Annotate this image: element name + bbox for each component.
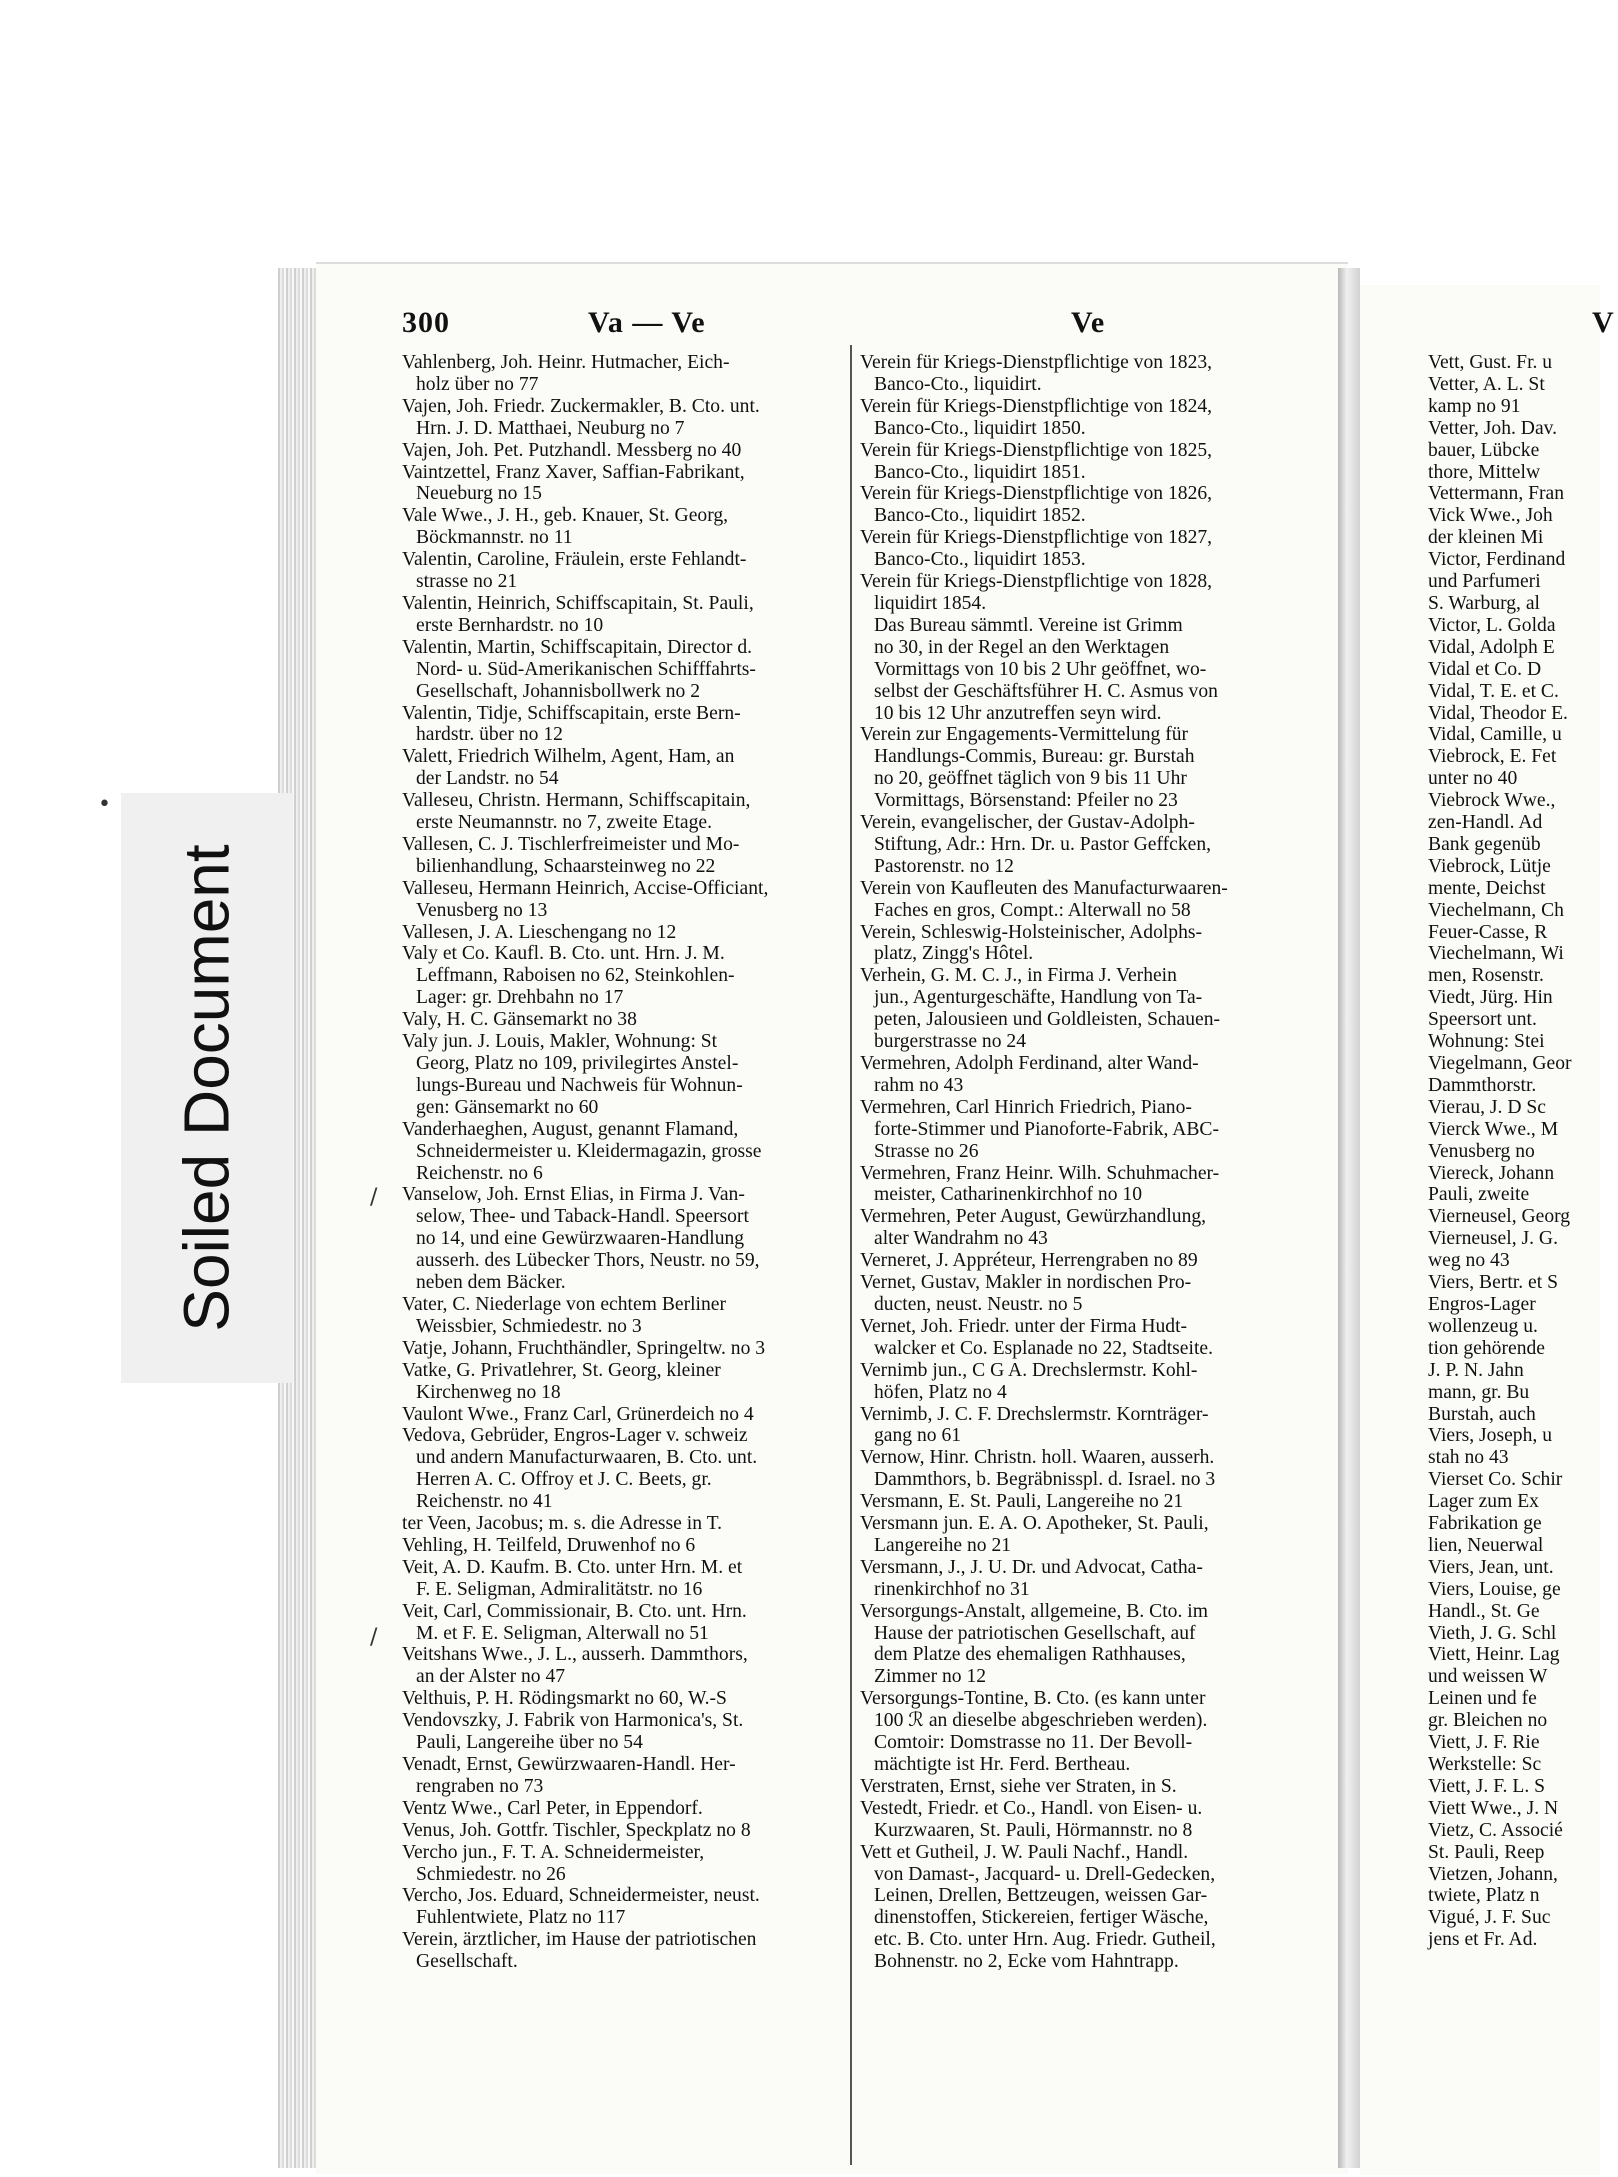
directory-line: Pastorenstr. no 12 — [874, 855, 1014, 877]
directory-line: gang no 61 — [874, 1425, 962, 1447]
directory-line: Fuhlentwiete, Platz no 117 — [416, 1907, 626, 1929]
directory-line: Vidal, Camille, u — [1428, 724, 1562, 746]
directory-line: Vernet, Gustav, Makler in nordischen Pro- — [860, 1272, 1192, 1294]
directory-line: walcker et Co. Esplanade no 22, Stadtseite. — [874, 1337, 1213, 1359]
directory-line: Valleseu, Hermann Heinrich, Accise-Officiant, — [402, 877, 769, 899]
directory-line: Verein von Kaufleuten des Manufacturwaaren- — [860, 877, 1228, 899]
directory-line: Vanselow, Joh. Ernst Elias, in Firma J. Van- — [402, 1184, 745, 1206]
speck-mark: • — [98, 792, 111, 817]
directory-line: Verein zur Engagements-Vermittelung für — [860, 724, 1189, 746]
directory-line: platz, Zingg's Hôtel. — [874, 943, 1034, 965]
directory-line: Viett Wwe., J. N — [1428, 1797, 1559, 1819]
directory-line: Vahlenberg, Joh. Heinr. Hutmacher, Eich- — [402, 352, 730, 373]
directory-line: Valy et Co. Kaufl. B. Cto. unt. Hrn. J. M. — [402, 943, 725, 965]
directory-line: Vierset Co. Schir — [1428, 1469, 1563, 1491]
directory-line: Veit, A. D. Kaufm. B. Cto. unter Hrn. M. et — [402, 1556, 743, 1578]
directory-line: Verein für Kriegs-Dienstpflichtige von 1826, — [860, 483, 1213, 505]
directory-line: Vidal, Theodor E. — [1428, 702, 1568, 724]
directory-line: Vajen, Joh. Friedr. Zuckermakler, B. Cto. unt. — [402, 395, 760, 417]
directory-line: forte-Stimmer und Pianoforte-Fabrik, ABC- — [874, 1118, 1220, 1140]
directory-line: Vale Wwe., J. H., geb. Knauer, St. Georg, — [402, 505, 729, 527]
directory-line: ter Veen, Jacobus; m. s. die Adresse in T. — [402, 1513, 722, 1535]
directory-line: Vigué, J. F. Suc — [1428, 1907, 1551, 1929]
directory-line: Banco-Cto., liquidirt 1852. — [874, 505, 1086, 527]
directory-line: Viedt, Jürg. Hin — [1428, 987, 1553, 1009]
directory-line: lien, Neuerwal — [1428, 1534, 1544, 1556]
book-gutter — [1338, 268, 1360, 2168]
directory-line: Dammthors, b. Begräbnisspl. d. Israel. no 3 — [874, 1469, 1216, 1491]
directory-line: rengraben no 73 — [416, 1775, 544, 1797]
directory-line: rinenkirchhof no 31 — [874, 1578, 1030, 1600]
directory-line: lungs-Bureau und Nachweis für Wohnun- — [416, 1074, 743, 1096]
directory-line: Verein für Kriegs-Dienstpflichtige von 1824, — [860, 395, 1213, 417]
directory-line: strasse no 21 — [416, 571, 518, 593]
directory-line: stah no 43 — [1428, 1447, 1509, 1469]
directory-line: Burstah, auch — [1428, 1403, 1536, 1425]
directory-line: Valy jun. J. Louis, Makler, Wohnung: St — [402, 1031, 718, 1053]
directory-line: Vallesen, J. A. Lieschengang no 12 — [402, 921, 677, 943]
directory-line: Vermehren, Peter August, Gewürzhandlung, — [860, 1206, 1207, 1228]
directory-line: Viers, Louise, ge — [1428, 1578, 1561, 1600]
directory-line: Hrn. J. D. Matthaei, Neuburg no 7 — [416, 417, 685, 439]
directory-line: Veit, Carl, Commissionair, B. Cto. unt. Hrn. — [402, 1600, 747, 1622]
directory-line: Vidal et Co. D — [1428, 658, 1542, 680]
directory-line: Vajen, Joh. Pet. Putzhandl. Messberg no 40 — [402, 439, 742, 461]
pencil-mark: / — [370, 1185, 378, 1210]
directory-line: zen-Handl. Ad — [1428, 812, 1543, 834]
directory-line: Versorgungs-Tontine, B. Cto. (es kann unter — [860, 1688, 1206, 1710]
directory-line: Vidal, Adolph E — [1428, 636, 1555, 658]
directory-line: gen: Gänsemarkt no 60 — [416, 1096, 599, 1118]
directory-line: erste Neumannstr. no 7, zweite Etage. — [416, 812, 712, 834]
directory-line: Valett, Friedrich Wilhelm, Agent, Ham, an — [402, 746, 735, 768]
directory-line: Langereihe no 21 — [874, 1534, 1012, 1556]
directory-line: Ventz Wwe., Carl Peter, in Eppendorf. — [402, 1797, 703, 1819]
directory-line: Viechelmann, Ch — [1428, 899, 1564, 921]
directory-line: Vernet, Joh. Friedr. unter der Firma Hudt- — [860, 1315, 1188, 1337]
directory-line: Schmiedestr. no 26 — [416, 1863, 566, 1885]
directory-line: Viebrock, E. Fet — [1428, 746, 1557, 768]
directory-line: jens et Fr. Ad. — [1428, 1929, 1538, 1951]
directory-line: Banco-Cto., liquidirt 1853. — [874, 549, 1086, 571]
directory-line: Viett, Heinr. Lag — [1428, 1644, 1560, 1666]
directory-line: Viett, J. F. Rie — [1428, 1732, 1540, 1754]
directory-line: wollenzeug u. — [1428, 1315, 1538, 1337]
directory-line: Vermehren, Adolph Ferdinand, alter Wand- — [860, 1053, 1199, 1074]
directory-line: Leinen, Drellen, Bettzeugen, weissen Gar- — [874, 1885, 1208, 1907]
directory-line: Vick Wwe., Joh — [1428, 505, 1553, 527]
directory-line: Vierau, J. D Sc — [1428, 1096, 1546, 1118]
directory-line: Verein für Kriegs-Dienstpflichtige von 1828, — [860, 571, 1213, 593]
directory-line: Bank gegenüb — [1428, 833, 1541, 855]
directory-line: an der Alster no 47 — [416, 1666, 566, 1688]
directory-line: Viebrock Wwe., — [1428, 790, 1556, 812]
directory-line: Vetter, Joh. Dav. — [1428, 417, 1558, 439]
directory-line: S. Warburg, al — [1428, 592, 1540, 614]
directory-line: J. P. N. Jahn — [1428, 1359, 1524, 1381]
directory-line: Verein, Schleswig-Holsteinischer, Adolphs- — [860, 921, 1203, 943]
directory-line: Verein für Kriegs-Dienstpflichtige von 1827, — [860, 527, 1213, 549]
directory-line: erste Bernhardstr. no 10 — [416, 614, 604, 636]
directory-line: Feuer-Casse, R — [1428, 921, 1548, 943]
directory-line: Vietzen, Johann, — [1428, 1863, 1558, 1885]
directory-line: Versmann jun. E. A. O. Apotheker, St. Pauli, — [860, 1513, 1209, 1535]
directory-line: Weissbier, Schmiedestr. no 3 — [416, 1315, 642, 1337]
directory-column-left — [402, 352, 842, 1973]
directory-line: Vetter, A. L. St — [1428, 373, 1545, 395]
directory-line: Handl., St. Ge — [1428, 1600, 1540, 1622]
directory-line: dem Platze des ehemaligen Rathhauses, — [874, 1644, 1186, 1666]
directory-line: liquidirt 1854. — [874, 592, 987, 614]
directory-line: Handlungs-Commis, Bureau: gr. Burstah — [874, 746, 1195, 768]
directory-line: Wohnung: Stei — [1428, 1031, 1545, 1053]
directory-line: F. E. Seligman, Admiralitätstr. no 16 — [416, 1578, 703, 1600]
directory-line: Reichenstr. no 6 — [416, 1162, 543, 1184]
directory-line: bilienhandlung, Schaarsteinweg no 22 — [416, 855, 716, 877]
directory-line: Vierneusel, Georg — [1428, 1206, 1571, 1228]
directory-line: Vaintzettel, Franz Xaver, Saffian-Fabrikant, — [402, 461, 745, 483]
directory-line: meister, Catharinenkirchhof no 10 — [874, 1184, 1143, 1206]
directory-line: Vernimb jun., C G A. Drechslermstr. Kohl- — [860, 1359, 1198, 1381]
directory-line: selbst der Geschäftsführer H. C. Asmus von — [874, 680, 1218, 702]
directory-line: Speersort unt. — [1428, 1009, 1537, 1031]
directory-line: Viers, Jean, unt. — [1428, 1556, 1554, 1578]
directory-line: twiete, Platz n — [1428, 1885, 1540, 1907]
directory-line: Vestedt, Friedr. et Co., Handl. von Eisen- u. — [860, 1797, 1203, 1819]
directory-line: Venadt, Ernst, Gewürzwaaren-Handl. Her- — [402, 1754, 736, 1775]
directory-line: Vettermann, Fran — [1428, 483, 1565, 505]
directory-line: Gesellschaft, Johannisbollwerk no 2 — [416, 680, 701, 702]
directory-line: gr. Bleichen no — [1428, 1710, 1548, 1732]
directory-line: und andern Manufacturwaaren, B. Cto. unt. — [416, 1447, 758, 1469]
directory-line: M. et F. E. Seligman, Alterwall no 51 — [416, 1622, 709, 1644]
directory-line: kamp no 91 — [1428, 395, 1521, 417]
directory-line: Vendovszky, J. Fabrik von Harmonica's, St. — [402, 1710, 744, 1732]
column-divider — [850, 345, 852, 2165]
directory-line: Verein, evangelischer, der Gustav-Adolph- — [860, 812, 1195, 834]
directory-line: selow, Thee- und Taback-Handl. Speersort — [416, 1206, 749, 1228]
directory-line: no 14, und eine Gewürzwaaren-Handlung — [416, 1228, 745, 1250]
directory-line: Vett et Gutheil, J. W. Pauli Nachf., Handl. — [860, 1841, 1189, 1863]
directory-line: Versmann, J., J. U. Dr. und Advocat, Catha- — [860, 1556, 1203, 1578]
directory-line: von Damast-, Jacquard- u. Drell-Gedecken, — [874, 1863, 1216, 1885]
directory-line: Neueburg no 15 — [416, 483, 542, 505]
directory-line: Faches en gros, Compt.: Alterwall no 58 — [874, 899, 1191, 921]
directory-line: Viett, J. F. L. S — [1428, 1775, 1546, 1797]
directory-line: neben dem Bäcker. — [416, 1272, 566, 1294]
directory-line: Werkstelle: Sc — [1428, 1754, 1542, 1775]
directory-line: Verein, ärztlicher, im Hause der patriotischen — [402, 1929, 757, 1951]
directory-line: Vernimb, J. C. F. Drechslermstr. Kornträger- — [860, 1403, 1209, 1425]
directory-line: Hause der patriotischen Gesellschaft, auf — [874, 1622, 1196, 1644]
directory-line: Kurzwaaren, St. Pauli, Hörmannstr. no 8 — [874, 1819, 1193, 1841]
directory-line: Vehling, H. Teilfeld, Druwenhof no 6 — [402, 1534, 696, 1556]
directory-line: hardstr. über no 12 — [416, 724, 563, 746]
directory-line: peten, Jalousieen und Goldleisten, Schauen- — [874, 1009, 1221, 1031]
directory-line: Vedova, Gebrüder, Engros-Lager v. schweiz — [402, 1425, 748, 1447]
directory-line: Stiftung, Adr.: Hrn. Dr. u. Pastor Geffcken, — [874, 833, 1212, 855]
directory-line: Viechelmann, Wi — [1428, 943, 1564, 965]
soiled-document-label — [121, 793, 293, 1383]
directory-line: Strasse no 26 — [874, 1140, 979, 1162]
directory-line: Venusberg no — [1428, 1140, 1535, 1162]
directory-line: Das Bureau sämmtl. Vereine ist Grimm — [874, 614, 1183, 636]
directory-line: Vermehren, Franz Heinr. Wilh. Schuhmacher- — [860, 1162, 1220, 1184]
directory-line: Nord- u. Süd-Amerikanischen Schifffahrts- — [416, 658, 756, 680]
directory-line: Kirchenweg no 18 — [416, 1381, 561, 1403]
directory-line: Herren A. C. Offroy et J. C. Beets, gr. — [416, 1469, 712, 1491]
directory-line: Vallesen, C. J. Tischlerfreimeister und Mo- — [402, 833, 740, 855]
directory-line: ausserh. des Lübecker Thors, Neustr. no 59, — [416, 1250, 760, 1272]
page-number: 300 — [402, 306, 450, 339]
directory-line: Pauli, Langereihe über no 54 — [416, 1732, 643, 1754]
directory-line: Vieth, J. G. Schl — [1428, 1622, 1557, 1644]
directory-line: Böckmannstr. no 11 — [416, 527, 573, 549]
directory-line: Victor, Ferdinand — [1428, 549, 1566, 571]
directory-line: Banco-Cto., liquidirt 1850. — [874, 417, 1086, 439]
directory-line: und weissen W — [1428, 1666, 1548, 1688]
directory-line: Leffmann, Raboisen no 62, Steinkohlen- — [416, 965, 735, 987]
directory-line: mächtigte ist Hr. Ferd. Bertheau. — [874, 1754, 1131, 1775]
directory-line: men, Rosenstr. — [1428, 965, 1544, 987]
directory-line: holz über no 77 — [416, 373, 539, 395]
directory-line: Venus, Joh. Gottfr. Tischler, Speckplatz no 8 — [402, 1819, 751, 1841]
directory-line: Valleseu, Christn. Hermann, Schiffscapitain, — [402, 790, 751, 812]
directory-line: Schneidermeister u. Kleidermagazin, grosse — [416, 1140, 762, 1162]
directory-line: Veitshans Wwe., J. L., ausserh. Dammthors, — [402, 1644, 748, 1666]
directory-line: Vercho, Jos. Eduard, Schneidermeister, neust. — [402, 1885, 760, 1907]
directory-line: 10 bis 12 Uhr anzutreffen seyn wird. — [874, 702, 1162, 724]
directory-line: Valy, H. C. Gänsemarkt no 38 — [402, 1009, 637, 1031]
directory-line: Viers, Bertr. et S — [1428, 1272, 1558, 1294]
pencil-mark: / — [370, 1625, 378, 1650]
directory-line: Viers, Joseph, u — [1428, 1425, 1552, 1447]
directory-line: Banco-Cto., liquidirt. — [874, 373, 1042, 395]
directory-line: burgerstrasse no 24 — [874, 1031, 1027, 1053]
directory-line: Viereck, Johann — [1428, 1162, 1555, 1184]
directory-line: Lager zum Ex — [1428, 1491, 1539, 1513]
directory-line: Valentin, Tidje, Schiffscapitain, erste Bern- — [402, 702, 741, 724]
directory-line: Pauli, zweite — [1428, 1184, 1530, 1206]
directory-line: der kleinen Mi — [1428, 527, 1544, 549]
page-header-right: V — [1592, 306, 1615, 339]
directory-line: Vierneusel, J. G. — [1428, 1228, 1558, 1250]
directory-line: Georg, Platz no 109, privilegirtes Anstel- — [416, 1053, 739, 1074]
directory-line: Gesellschaft. — [416, 1951, 518, 1973]
directory-line: 100 ℛ an dieselbe abgeschrieben werden). — [874, 1710, 1208, 1732]
directory-line: no 30, in der Regel an den Werktagen — [874, 636, 1170, 658]
directory-line: Leinen und fe — [1428, 1688, 1537, 1710]
directory-line: Verneret, J. Appréteur, Herrengraben no 89 — [860, 1250, 1198, 1272]
directory-line: Zimmer no 12 — [874, 1666, 987, 1688]
directory-line: jun., Agenturgeschäfte, Handlung von Ta- — [874, 987, 1203, 1009]
directory-line: Vett, Gust. Fr. u — [1428, 352, 1553, 373]
directory-line: Engros-Lager — [1428, 1293, 1536, 1315]
directory-line: Vaulont Wwe., Franz Carl, Grünerdeich no 4 — [402, 1403, 754, 1425]
directory-line: Comtoir: Domstrasse no 11. Der Bevoll- — [874, 1732, 1193, 1754]
directory-line: Vater, C. Niederlage von echtem Berliner — [402, 1293, 727, 1315]
directory-line: Viegelmann, Geor — [1428, 1053, 1572, 1074]
directory-line: Verhein, G. M. C. J., in Firma J. Verhein — [860, 965, 1177, 987]
directory-line: der Landstr. no 54 — [416, 768, 559, 790]
directory-line: Vanderhaeghen, August, genannt Flamand, — [402, 1118, 739, 1140]
directory-line: Valentin, Martin, Schiffscapitain, Director d. — [402, 636, 753, 658]
directory-line: Reichenstr. no 41 — [416, 1491, 553, 1513]
directory-line: thore, Mittelw — [1428, 461, 1541, 483]
directory-line: Valentin, Caroline, Fräulein, erste Fehlandt- — [402, 549, 747, 571]
page-header-left: Va — Ve — [588, 306, 706, 339]
directory-line: Vietz, C. Associé — [1428, 1819, 1563, 1841]
directory-line: unter no 40 — [1428, 768, 1518, 790]
directory-line: Venusberg no 13 — [416, 899, 548, 921]
directory-line: tion gehörende — [1428, 1337, 1545, 1359]
directory-column-middle — [860, 352, 1306, 1973]
directory-line: Vernow, Hinr. Christn. holl. Waaren, ausserh. — [860, 1447, 1215, 1469]
directory-line: Bohnenstr. no 2, Ecke vom Hahntrapp. — [874, 1951, 1179, 1973]
directory-line: Vatke, G. Privatlehrer, St. Georg, kleiner — [402, 1359, 721, 1381]
directory-line: und Parfumeri — [1428, 571, 1541, 593]
page-header-center: Ve — [1071, 306, 1106, 339]
directory-line: Versorgungs-Anstalt, allgemeine, B. Cto. im — [860, 1600, 1208, 1622]
directory-line: Vatje, Johann, Fruchthändler, Springeltw. no 3 — [402, 1337, 766, 1359]
directory-line: ducten, neust. Neustr. no 5 — [874, 1293, 1083, 1315]
directory-line: Vidal, T. E. et C. — [1428, 680, 1559, 702]
directory-line: Velthuis, P. H. Rödingsmarkt no 60, W.-S — [402, 1688, 727, 1710]
directory-line: Vierck Wwe., M — [1428, 1118, 1559, 1140]
directory-line: Fabrikation ge — [1428, 1513, 1542, 1535]
directory-line: St. Pauli, Reep — [1428, 1841, 1545, 1863]
directory-line: no 20, geöffnet täglich von 9 bis 11 Uhr — [874, 768, 1187, 790]
directory-line: weg no 43 — [1428, 1250, 1510, 1272]
directory-line: Lager: gr. Drehbahn no 17 — [416, 987, 624, 1009]
soiled-document-text: Soiled Document — [171, 844, 243, 1332]
directory-line: Viebrock, Lütje — [1428, 855, 1551, 877]
directory-column-right — [1428, 352, 1618, 1951]
directory-line: höfen, Platz no 4 — [874, 1381, 1007, 1403]
directory-line: Vercho jun., F. T. A. Schneidermeister, — [402, 1841, 705, 1863]
directory-line: rahm no 43 — [874, 1074, 964, 1096]
directory-line: Valentin, Heinrich, Schiffscapitain, St. Pauli, — [402, 592, 754, 614]
directory-line: mann, gr. Bu — [1428, 1381, 1530, 1403]
directory-line: Vormittags von 10 bis 2 Uhr geöffnet, wo- — [874, 658, 1207, 680]
directory-line: Versmann, E. St. Pauli, Langereihe no 21 — [860, 1491, 1184, 1513]
directory-line: Vermehren, Carl Hinrich Friedrich, Piano- — [860, 1096, 1192, 1118]
directory-line: Banco-Cto., liquidirt 1851. — [874, 461, 1086, 483]
directory-line: alter Wandrahm no 43 — [874, 1228, 1048, 1250]
directory-line: Verein für Kriegs-Dienstpflichtige von 1825, — [860, 439, 1213, 461]
directory-line: Victor, L. Golda — [1428, 614, 1556, 636]
directory-line: dinenstoffen, Stickereien, fertiger Wäsche, — [874, 1907, 1209, 1929]
directory-line: Dammthorstr. — [1428, 1074, 1537, 1096]
directory-line: bauer, Lübcke — [1428, 439, 1540, 461]
directory-line: mente, Deichst — [1428, 877, 1546, 899]
directory-line: etc. B. Cto. unter Hrn. Aug. Friedr. Gutheil, — [874, 1929, 1216, 1951]
directory-line: Verstraten, Ernst, siehe ver Straten, in S. — [860, 1775, 1177, 1797]
directory-line: Vormittags, Börsenstand: Pfeiler no 23 — [874, 790, 1178, 812]
directory-line: Verein für Kriegs-Dienstpflichtige von 1823, — [860, 352, 1213, 373]
